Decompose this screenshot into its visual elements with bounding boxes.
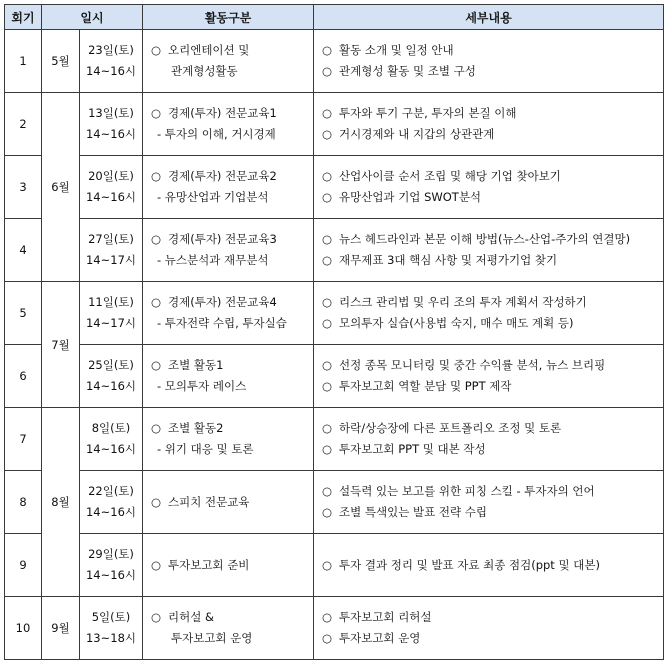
details-cell bbox=[314, 471, 664, 534]
detail-item: 투자보고회 운영 bbox=[339, 631, 421, 645]
activity-title: 경제(투자) 전문교육4 bbox=[168, 295, 277, 309]
session-number: 8 bbox=[5, 471, 42, 534]
day-text: 27일(토) bbox=[88, 232, 134, 246]
month-cell: 8월 bbox=[42, 408, 80, 597]
table-row bbox=[5, 282, 664, 345]
session-number: 7 bbox=[5, 408, 42, 471]
activity-subtitle: - 유망산업과 기업분석 bbox=[157, 190, 269, 204]
table-row bbox=[5, 156, 664, 219]
detail-item: 거시경제와 내 지갑의 상관관계 bbox=[339, 127, 495, 141]
circle-bullet-icon: ○ bbox=[151, 494, 162, 509]
activity-cell bbox=[143, 471, 314, 534]
month-cell: 5월 bbox=[42, 30, 80, 93]
session-number: 1 bbox=[5, 30, 42, 93]
detail-item: 리스크 관리법 및 우리 조의 투자 계획서 작성하기 bbox=[339, 295, 587, 309]
header-session: 회기 bbox=[5, 5, 42, 30]
time-text: 14~17시 bbox=[85, 253, 136, 267]
day-text: 8일(토) bbox=[91, 421, 131, 435]
circle-bullet-icon: ○ bbox=[151, 421, 162, 435]
header-details: 세부내용 bbox=[314, 5, 664, 30]
activity-subtitle: - 뉴스분석과 재무분석 bbox=[157, 253, 269, 267]
activity-subtitle: 관계형성활동 bbox=[171, 64, 238, 78]
activity-title: 리허설 & bbox=[168, 610, 214, 624]
table-row bbox=[5, 345, 664, 408]
table-row bbox=[5, 219, 664, 282]
detail-item: 산업사이클 순서 조립 및 해당 기업 찾아보기 bbox=[339, 169, 561, 183]
activity-subtitle: - 투자의 이해, 거시경제 bbox=[157, 127, 276, 141]
activity-title: 경제(투자) 전문교육1 bbox=[168, 106, 277, 120]
session-number: 9 bbox=[5, 534, 42, 597]
circle-bullet-icon: ○ bbox=[322, 442, 333, 456]
detail-item: 뉴스 헤드라인과 본문 이해 방법(뉴스-산업-주가의 연결망) bbox=[339, 232, 631, 246]
day-text: 5일(토) bbox=[91, 610, 131, 624]
header-activity: 활동구분 bbox=[143, 5, 314, 30]
circle-bullet-icon: ○ bbox=[151, 169, 162, 183]
detail-item: 모의투자 실습(사용법 숙지, 매수 매도 계획 등) bbox=[339, 316, 574, 330]
date-cell bbox=[80, 471, 143, 534]
date-cell bbox=[80, 93, 143, 156]
table-row bbox=[5, 408, 664, 471]
activity-title: 조별 활동1 bbox=[168, 358, 224, 372]
details-cell bbox=[314, 282, 664, 345]
circle-bullet-icon: ○ bbox=[322, 316, 333, 330]
schedule-table bbox=[4, 4, 664, 660]
activity-title: 투자보고회 준비 bbox=[168, 557, 250, 572]
activity-title: 조별 활동2 bbox=[168, 421, 224, 435]
time-text: 14~16시 bbox=[85, 568, 136, 582]
header-date: 일시 bbox=[42, 5, 143, 30]
activity-title: 경제(투자) 전문교육2 bbox=[168, 169, 277, 183]
month-cell: 7월 bbox=[42, 282, 80, 408]
circle-bullet-icon: ○ bbox=[322, 379, 333, 393]
circle-bullet-icon: ○ bbox=[322, 127, 333, 141]
session-number: 6 bbox=[5, 345, 42, 408]
detail-item: 유망산업과 기업 SWOT분석 bbox=[339, 190, 482, 204]
circle-bullet-icon: ○ bbox=[151, 610, 162, 624]
day-text: 25일(토) bbox=[88, 358, 134, 372]
day-text: 20일(토) bbox=[88, 169, 134, 183]
detail-item: 설득력 있는 보고를 위한 피칭 스킬 - 투자자의 언어 bbox=[339, 484, 595, 498]
table-row bbox=[5, 30, 664, 93]
details-cell bbox=[314, 597, 664, 660]
time-text: 13~18시 bbox=[85, 631, 136, 645]
activity-subtitle: - 투자전략 수립, 투자실습 bbox=[157, 316, 287, 330]
circle-bullet-icon: ○ bbox=[322, 505, 333, 519]
detail-item: 조별 특색있는 발표 전략 수립 bbox=[339, 505, 487, 519]
circle-bullet-icon: ○ bbox=[322, 295, 333, 309]
circle-bullet-icon: ○ bbox=[322, 421, 333, 435]
table-row bbox=[5, 93, 664, 156]
detail-item: 투자보고회 역할 분담 및 PPT 제작 bbox=[339, 379, 512, 393]
activity-cell bbox=[143, 534, 314, 597]
activity-cell bbox=[143, 597, 314, 660]
session-number: 4 bbox=[5, 219, 42, 282]
detail-item: 투자 결과 정리 및 발표 자료 최종 점검(ppt 및 대본) bbox=[339, 557, 600, 572]
details-cell bbox=[314, 408, 664, 471]
activity-subtitle: - 모의투자 레이스 bbox=[157, 379, 247, 393]
circle-bullet-icon: ○ bbox=[322, 358, 333, 372]
table-row bbox=[5, 471, 664, 534]
table-row bbox=[5, 597, 664, 660]
activity-title: 경제(투자) 전문교육3 bbox=[168, 232, 277, 246]
detail-item: 하락/상승장에 다른 포트폴리오 조정 및 토론 bbox=[339, 421, 562, 435]
month-cell: 6월 bbox=[42, 93, 80, 282]
details-cell bbox=[314, 30, 664, 93]
activity-subtitle: - 위기 대응 및 토론 bbox=[157, 442, 254, 456]
activity-cell bbox=[143, 30, 314, 93]
circle-bullet-icon: ○ bbox=[151, 295, 162, 309]
detail-item: 재무제표 3대 핵심 사항 및 저평가기업 찾기 bbox=[339, 253, 558, 267]
circle-bullet-icon: ○ bbox=[322, 190, 333, 204]
circle-bullet-icon: ○ bbox=[322, 43, 333, 57]
time-text: 14~17시 bbox=[85, 316, 136, 330]
activity-title: 스피치 전문교육 bbox=[168, 494, 250, 509]
header-row bbox=[5, 5, 664, 30]
time-text: 14~16시 bbox=[85, 127, 136, 141]
details-cell bbox=[314, 534, 664, 597]
table-row bbox=[5, 534, 664, 597]
activity-cell bbox=[143, 156, 314, 219]
detail-item: 관계형성 활동 및 조별 구성 bbox=[339, 64, 476, 78]
activity-cell bbox=[143, 345, 314, 408]
time-text: 14~16시 bbox=[85, 379, 136, 393]
month-cell: 9월 bbox=[42, 597, 80, 660]
session-number: 10 bbox=[5, 597, 42, 660]
date-cell bbox=[80, 408, 143, 471]
activity-cell bbox=[143, 93, 314, 156]
circle-bullet-icon: ○ bbox=[151, 43, 162, 57]
day-text: 11일(토) bbox=[88, 295, 134, 309]
detail-item: 선정 종목 모니터링 및 중간 수익률 분석, 뉴스 브리핑 bbox=[339, 358, 606, 372]
circle-bullet-icon: ○ bbox=[151, 106, 162, 120]
time-text: 14~16시 bbox=[85, 442, 136, 456]
session-number: 2 bbox=[5, 93, 42, 156]
activity-cell bbox=[143, 408, 314, 471]
detail-item: 투자보고회 PPT 및 대본 작성 bbox=[339, 442, 486, 456]
circle-bullet-icon: ○ bbox=[322, 253, 333, 267]
circle-bullet-icon: ○ bbox=[322, 169, 333, 183]
date-cell bbox=[80, 345, 143, 408]
details-cell bbox=[314, 219, 664, 282]
day-text: 22일(토) bbox=[88, 484, 134, 498]
date-cell bbox=[80, 219, 143, 282]
circle-bullet-icon: ○ bbox=[322, 232, 333, 246]
details-cell bbox=[314, 345, 664, 408]
circle-bullet-icon: ○ bbox=[322, 106, 333, 120]
activity-subtitle: 투자보고회 운영 bbox=[171, 631, 253, 645]
date-cell bbox=[80, 156, 143, 219]
circle-bullet-icon: ○ bbox=[322, 484, 333, 498]
detail-item: 활동 소개 및 일정 안내 bbox=[339, 43, 454, 57]
circle-bullet-icon: ○ bbox=[322, 64, 333, 78]
time-text: 14~16시 bbox=[85, 64, 136, 78]
detail-item: 투자와 투기 구분, 투자의 본질 이해 bbox=[339, 106, 517, 120]
activity-cell bbox=[143, 282, 314, 345]
circle-bullet-icon: ○ bbox=[151, 557, 162, 572]
date-cell bbox=[80, 30, 143, 93]
date-cell bbox=[80, 534, 143, 597]
date-cell bbox=[80, 597, 143, 660]
date-cell bbox=[80, 282, 143, 345]
circle-bullet-icon: ○ bbox=[151, 358, 162, 372]
details-cell bbox=[314, 93, 664, 156]
details-cell bbox=[314, 156, 664, 219]
circle-bullet-icon: ○ bbox=[322, 631, 333, 645]
activity-cell bbox=[143, 219, 314, 282]
session-number: 5 bbox=[5, 282, 42, 345]
detail-item: 투자보고회 리허설 bbox=[339, 610, 432, 624]
session-number: 3 bbox=[5, 156, 42, 219]
time-text: 14~16시 bbox=[85, 190, 136, 204]
circle-bullet-icon: ○ bbox=[322, 610, 333, 624]
schedule-table-wrapper bbox=[4, 4, 664, 660]
circle-bullet-icon: ○ bbox=[151, 232, 162, 246]
activity-title: 오리엔테이션 및 bbox=[168, 43, 250, 57]
circle-bullet-icon: ○ bbox=[322, 557, 333, 572]
day-text: 13일(토) bbox=[88, 106, 134, 120]
day-text: 23일(토) bbox=[88, 43, 134, 57]
day-text: 29일(토) bbox=[88, 547, 134, 561]
time-text: 14~16시 bbox=[85, 505, 136, 519]
